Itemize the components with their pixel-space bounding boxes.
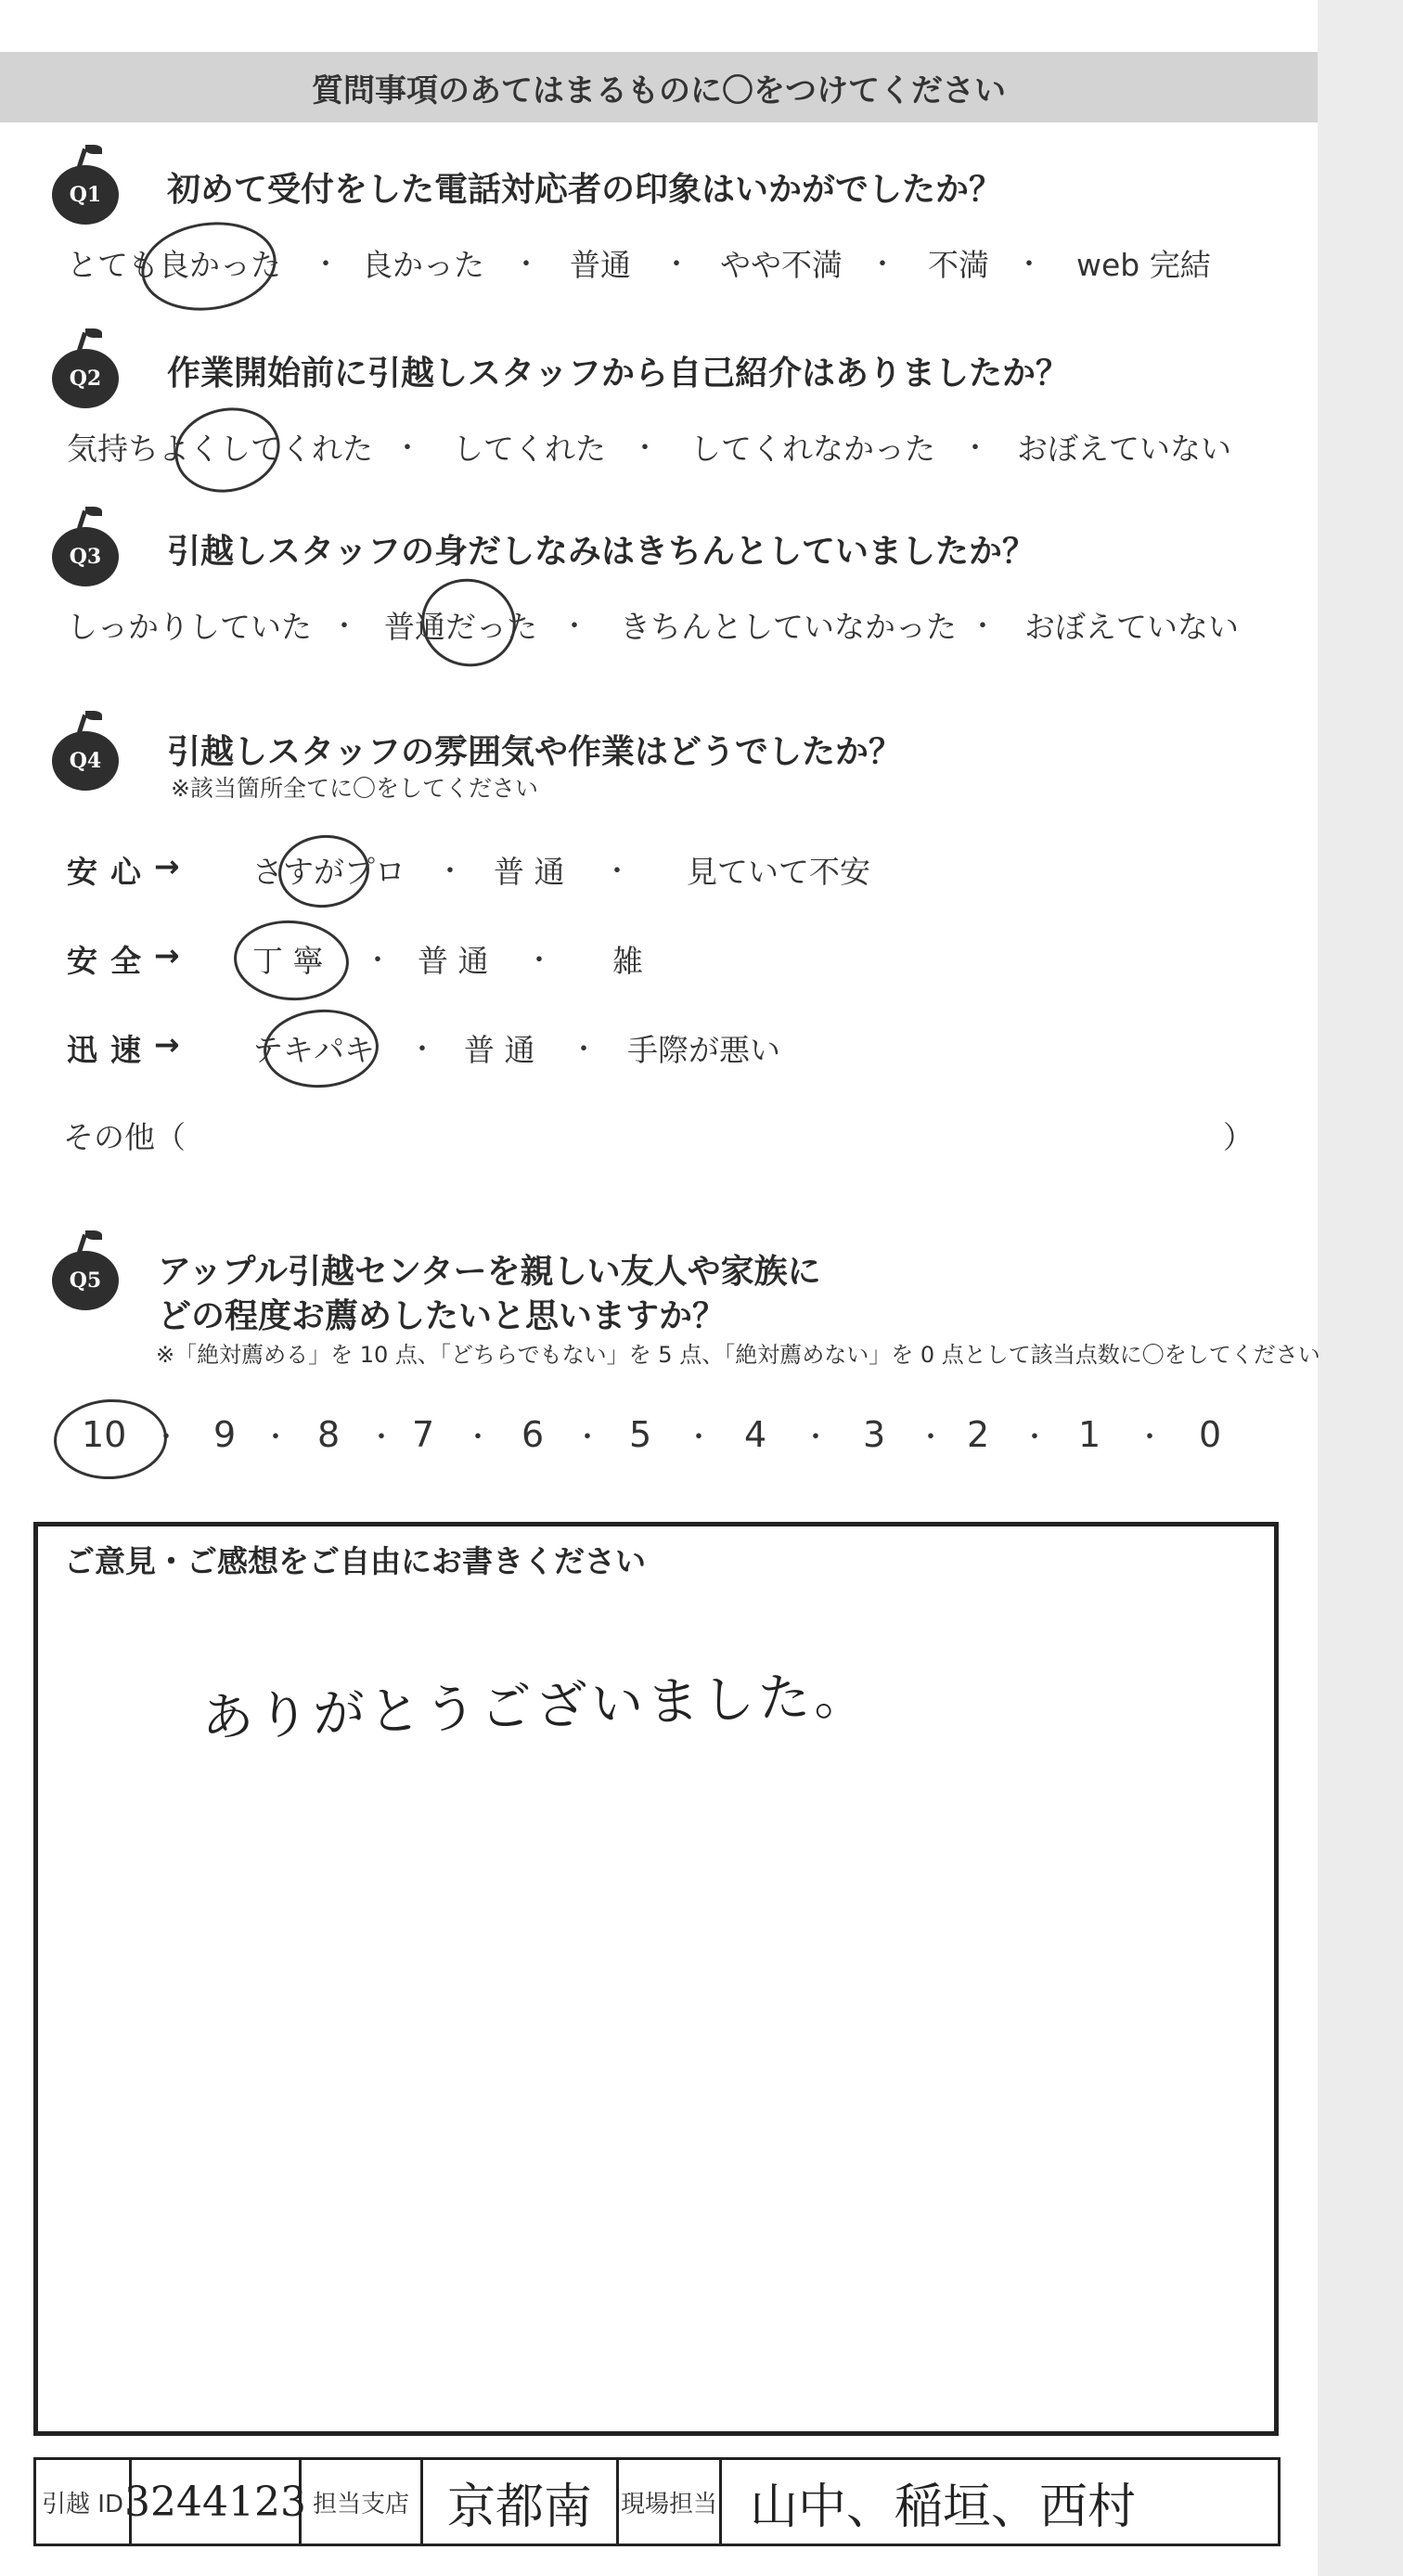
q3-badge: Q3 bbox=[69, 545, 102, 569]
separator-dot: ・ bbox=[464, 1422, 492, 1454]
comment-title: ご意見・ご感想をご自由にお書きください bbox=[64, 1543, 646, 1579]
arrow-right-icon: → bbox=[154, 848, 180, 884]
score-3[interactable]: 3 bbox=[863, 1414, 886, 1455]
q4-note: ※該当箇所全てに〇をしてください bbox=[171, 775, 538, 802]
branch-label: 担当支店 bbox=[312, 2490, 409, 2518]
separator-dot: ・ bbox=[262, 1422, 290, 1454]
move-id-label: 引越 ID bbox=[42, 2490, 123, 2518]
q5-title-line-1: アップル引越センターを親しい友人や家族に bbox=[158, 1253, 821, 1291]
q4-row-label-anshin: 安心 bbox=[67, 854, 154, 890]
separator-dot: ・ bbox=[364, 945, 392, 977]
q4-anshin-option-3[interactable]: 見ていて不安 bbox=[687, 854, 870, 890]
q5-note: ※「絶対薦める」を 10 点、「どちらでもない」を 5 点、「絶対薦めない」を 0 点として該当点数に〇をしてください bbox=[156, 1342, 1320, 1368]
q4-badge: Q4 bbox=[69, 749, 102, 773]
q1-option-2[interactable]: 良かった bbox=[362, 247, 484, 283]
q1-option-6[interactable]: web 完結 bbox=[1076, 247, 1211, 283]
q4-other-label: その他（ bbox=[63, 1119, 186, 1155]
staff-label: 現場担当 bbox=[620, 2490, 717, 2518]
q3-option-2[interactable]: 普通だった bbox=[384, 609, 537, 645]
separator-dot: ・ bbox=[330, 611, 358, 643]
comment-box[interactable] bbox=[33, 1522, 1279, 2436]
q1-handwritten-circle bbox=[135, 213, 282, 318]
q4-row-label-anzen: 安全 bbox=[67, 943, 154, 979]
q4-jinsoku-option-1[interactable]: テキパキ bbox=[252, 1032, 375, 1068]
separator-dot: ・ bbox=[685, 1422, 713, 1454]
arrow-right-icon: → bbox=[154, 1026, 180, 1063]
q4-row-label-jinsoku: 迅速 bbox=[67, 1032, 154, 1068]
q2-option-4[interactable]: おぼえていない bbox=[1017, 431, 1231, 467]
q2-option-1[interactable]: 気持ちよくしてくれた bbox=[67, 431, 373, 467]
score-0[interactable]: 0 bbox=[1199, 1414, 1222, 1455]
separator-dot: ・ bbox=[570, 1034, 598, 1066]
score-8[interactable]: 8 bbox=[317, 1414, 341, 1455]
separator-dot: ・ bbox=[512, 249, 540, 281]
q4-apple-icon bbox=[52, 731, 119, 791]
q2-option-2[interactable]: してくれた bbox=[453, 431, 606, 467]
q4-jinsoku-handwritten-circle bbox=[261, 1006, 381, 1091]
q3-handwritten-circle bbox=[412, 569, 525, 676]
q1-badge: Q1 bbox=[69, 183, 102, 207]
move-id-value: 3244123 bbox=[124, 2478, 306, 2526]
score-9[interactable]: 9 bbox=[213, 1414, 237, 1455]
q1-option-4[interactable]: やや不満 bbox=[720, 247, 843, 283]
staff-value-cell bbox=[722, 2460, 1278, 2544]
separator-dot: ・ bbox=[367, 1422, 395, 1454]
q3-option-3[interactable]: きちんとしていなかった bbox=[620, 609, 957, 645]
separator-dot: ・ bbox=[525, 945, 553, 977]
separator-dot: ・ bbox=[969, 611, 997, 643]
survey-header bbox=[0, 52, 1318, 122]
separator-dot: ・ bbox=[1021, 1422, 1049, 1454]
separator-dot: ・ bbox=[573, 1422, 601, 1454]
q2-option-3[interactable]: してくれなかった bbox=[690, 431, 935, 467]
q4-anshin-option-1[interactable]: さすがプロ bbox=[252, 854, 405, 890]
scan-edge bbox=[1318, 0, 1403, 2576]
separator-dot: ・ bbox=[603, 856, 631, 888]
move-id-label-cell bbox=[36, 2460, 132, 2544]
score-7[interactable]: 7 bbox=[412, 1414, 435, 1455]
q4-jinsoku-option-2[interactable]: 普 通 bbox=[464, 1032, 535, 1068]
header-title: 質問事項のあてはまるものに〇をつけてください bbox=[312, 71, 1006, 109]
handwritten-comment: ありがとうございました。 bbox=[200, 1665, 871, 1749]
q5-handwritten-circle bbox=[52, 1397, 169, 1482]
arrow-right-icon: → bbox=[154, 937, 180, 973]
score-10[interactable]: 10 bbox=[82, 1414, 127, 1455]
footer-info-table bbox=[33, 2457, 1281, 2546]
separator-dot: ・ bbox=[1136, 1422, 1164, 1454]
separator-dot: ・ bbox=[869, 249, 896, 281]
q2-title: 作業開始前に引越しスタッフから自己紹介はありましたか？ bbox=[167, 354, 1070, 393]
q4-anzen-handwritten-circle bbox=[231, 917, 352, 1004]
q5-badge: Q5 bbox=[69, 1269, 102, 1293]
q4-jinsoku-option-3[interactable]: 手際が悪い bbox=[627, 1032, 780, 1068]
q2-handwritten-circle bbox=[167, 398, 288, 502]
q5-title-line-2: どの程度お薦めしたいと思いますか？ bbox=[158, 1297, 727, 1335]
staff-label-cell bbox=[619, 2460, 722, 2544]
q4-anshin-option-2[interactable]: 普 通 bbox=[494, 854, 565, 890]
separator-dot: ・ bbox=[408, 1034, 436, 1066]
separator-dot: ・ bbox=[152, 1422, 180, 1454]
q1-option-3[interactable]: 普通 bbox=[570, 247, 631, 283]
branch-label-cell bbox=[302, 2460, 423, 2544]
q3-title: 引越しスタッフの身だしなみはきちんとしていましたか？ bbox=[167, 533, 1036, 571]
q4-title: 引越しスタッフの雰囲気や作業はどうでしたか？ bbox=[167, 733, 903, 771]
separator-dot: ・ bbox=[436, 856, 464, 888]
q4-anzen-option-1[interactable]: 丁 寧 bbox=[252, 943, 324, 979]
separator-dot: ・ bbox=[802, 1422, 830, 1454]
q3-option-4[interactable]: おぼえていない bbox=[1024, 609, 1239, 645]
score-1[interactable]: 1 bbox=[1078, 1414, 1101, 1455]
score-2[interactable]: 2 bbox=[967, 1414, 990, 1455]
separator-dot: ・ bbox=[1015, 249, 1043, 281]
q3-apple-icon bbox=[52, 527, 119, 586]
score-4[interactable]: 4 bbox=[744, 1414, 767, 1455]
q4-anzen-option-2[interactable]: 普 通 bbox=[418, 943, 489, 979]
q1-title: 初めて受付をした電話対応者の印象はいかがでしたか？ bbox=[167, 171, 1003, 209]
separator-dot: ・ bbox=[393, 432, 421, 465]
q4-anshin-handwritten-circle bbox=[275, 831, 373, 912]
q1-option-5[interactable]: 不満 bbox=[928, 247, 989, 283]
q4-other-close: ） bbox=[1223, 1119, 1254, 1155]
q2-badge: Q2 bbox=[69, 367, 102, 391]
branch-value: 京都南 bbox=[446, 2479, 592, 2535]
separator-dot: ・ bbox=[961, 432, 989, 465]
q1-apple-icon bbox=[52, 165, 119, 225]
separator-dot: ・ bbox=[631, 432, 659, 465]
q4-anzen-option-3[interactable]: 雑 bbox=[612, 943, 643, 979]
score-5[interactable]: 5 bbox=[629, 1414, 652, 1455]
q2-apple-icon bbox=[52, 349, 119, 408]
staff-value: 山中、稲垣、西村 bbox=[750, 2479, 1137, 2535]
q3-option-1[interactable]: しっかりしていた bbox=[67, 609, 312, 645]
separator-dot: ・ bbox=[663, 249, 690, 281]
separator-dot: ・ bbox=[917, 1422, 945, 1454]
branch-value-cell bbox=[423, 2460, 619, 2544]
score-6[interactable]: 6 bbox=[521, 1414, 545, 1455]
move-id-value-cell bbox=[124, 2460, 306, 2544]
separator-dot: ・ bbox=[560, 611, 588, 643]
separator-dot: ・ bbox=[312, 249, 340, 281]
q5-apple-icon bbox=[52, 1251, 119, 1310]
q1-option-1[interactable]: とても良かった bbox=[67, 247, 281, 283]
